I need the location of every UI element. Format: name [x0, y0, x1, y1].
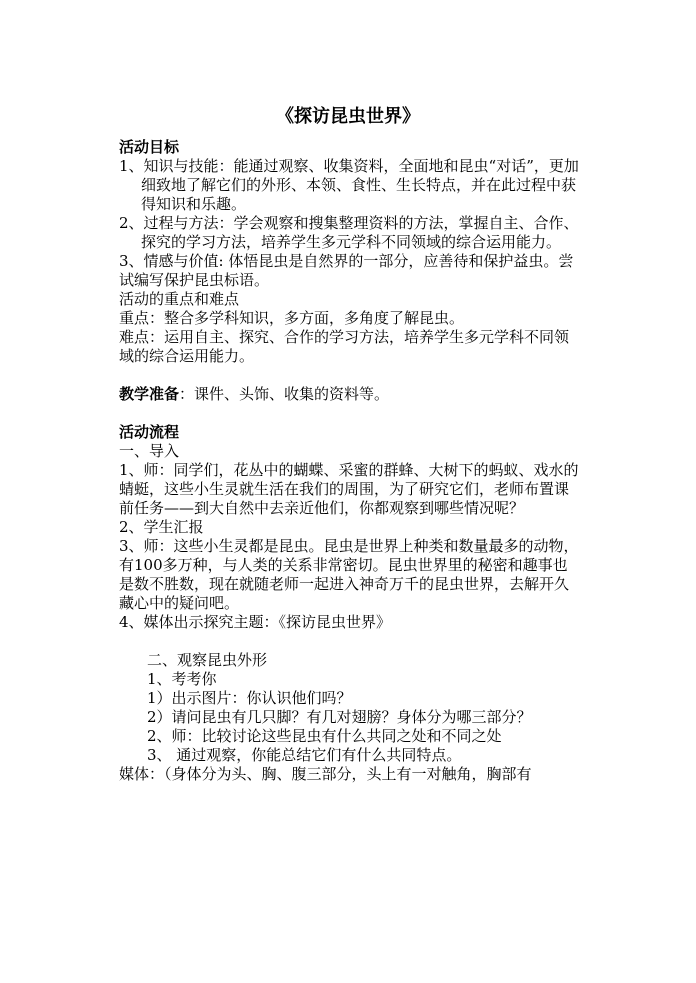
part1-item: 4、媒体出示探究主题：《探访昆虫世界》 — [119, 613, 392, 631]
section-heading-goals: 活动目标 — [119, 138, 180, 156]
difficulty: 难点：运用自主、探究、合作的学习方法，培养学生多元学科不同领域的综合运用能力。 — [119, 328, 570, 365]
part2-sub-item: 1、考考你 — [147, 670, 217, 688]
section-heading-flow: 活动流程 — [119, 423, 180, 441]
media-line: 媒体：（身体分为头、胸、腹三部分，头上有一对触角，胸部有 — [119, 765, 532, 783]
blank-line — [119, 404, 579, 423]
part1-heading: 一、导入 — [119, 442, 180, 460]
part2-question: 1）出示图片：你认识他们吗？ — [147, 689, 352, 707]
document-title: 《探访昆虫世界》 — [276, 106, 420, 127]
part2-heading: 二、观察昆虫外形 — [147, 651, 268, 669]
part1-item: 1、师：同学们，花丛中的蝴蝶、采蜜的群蜂、大树下的蚂蚁、戏水的蜻蜓，这些小生灵就生活在我们的周围，为了研究它们，老师布置课前任务——到大自然中去亲近他们，你都观察到哪些情况呢？ — [119, 461, 579, 517]
blank-line — [119, 632, 579, 651]
part2-question: 2）请问昆虫有几只脚？有几对翅膀？身体分为哪三部分？ — [147, 708, 532, 726]
blank-line — [119, 366, 579, 385]
goal-item: 3、情感与价值: 体悟昆虫是自然界的一部分，应善待和保护益虫。尝试编写保护昆虫标语。 — [119, 252, 574, 289]
prep-text: ：课件、头饰、收集的资料等。 — [179, 385, 390, 403]
key-points-heading: 活动的重点和难点 — [119, 290, 240, 308]
teaching-prep — [119, 385, 579, 404]
part2-sub-item: 3、 通过观察，你能总结它们有什么共同特点。 — [147, 746, 462, 764]
document-body — [119, 138, 579, 784]
goal-item: 2、过程与方法：学会观察和搜集整理资料的方法，掌握自主、合作、探究的学习方法，培养学生多元学科不同领域的综合运用能力。 — [119, 214, 579, 251]
part1-item: 2、学生汇报 — [119, 518, 204, 536]
goal-item: 1、知识与技能：能通过观察、收集资料，全面地和昆虫“对话”，更加细致地了解它们的外形、本领、食性、生长特点，并在此过程中获得知识和乐趣。 — [119, 157, 579, 213]
part2-sub-item: 2、师：比较讨论这些昆虫有什么共同之处和不同之处 — [147, 727, 502, 745]
part1-item: 3、师：这些小生灵都是昆虫。昆虫是世界上种类和数量最多的动物，有100多万种，与人类的关系非常密切。昆虫世界里的秘密和趣事也是数不胜数，现在就随老师一起进入神奇万千的昆虫世界，去解开久藏心中的疑问吧。 — [119, 537, 579, 612]
key-point: 重点：整合多学科知识，多方面，多角度了解昆虫。 — [119, 309, 465, 327]
prep-label: 教学准备 — [119, 385, 180, 403]
